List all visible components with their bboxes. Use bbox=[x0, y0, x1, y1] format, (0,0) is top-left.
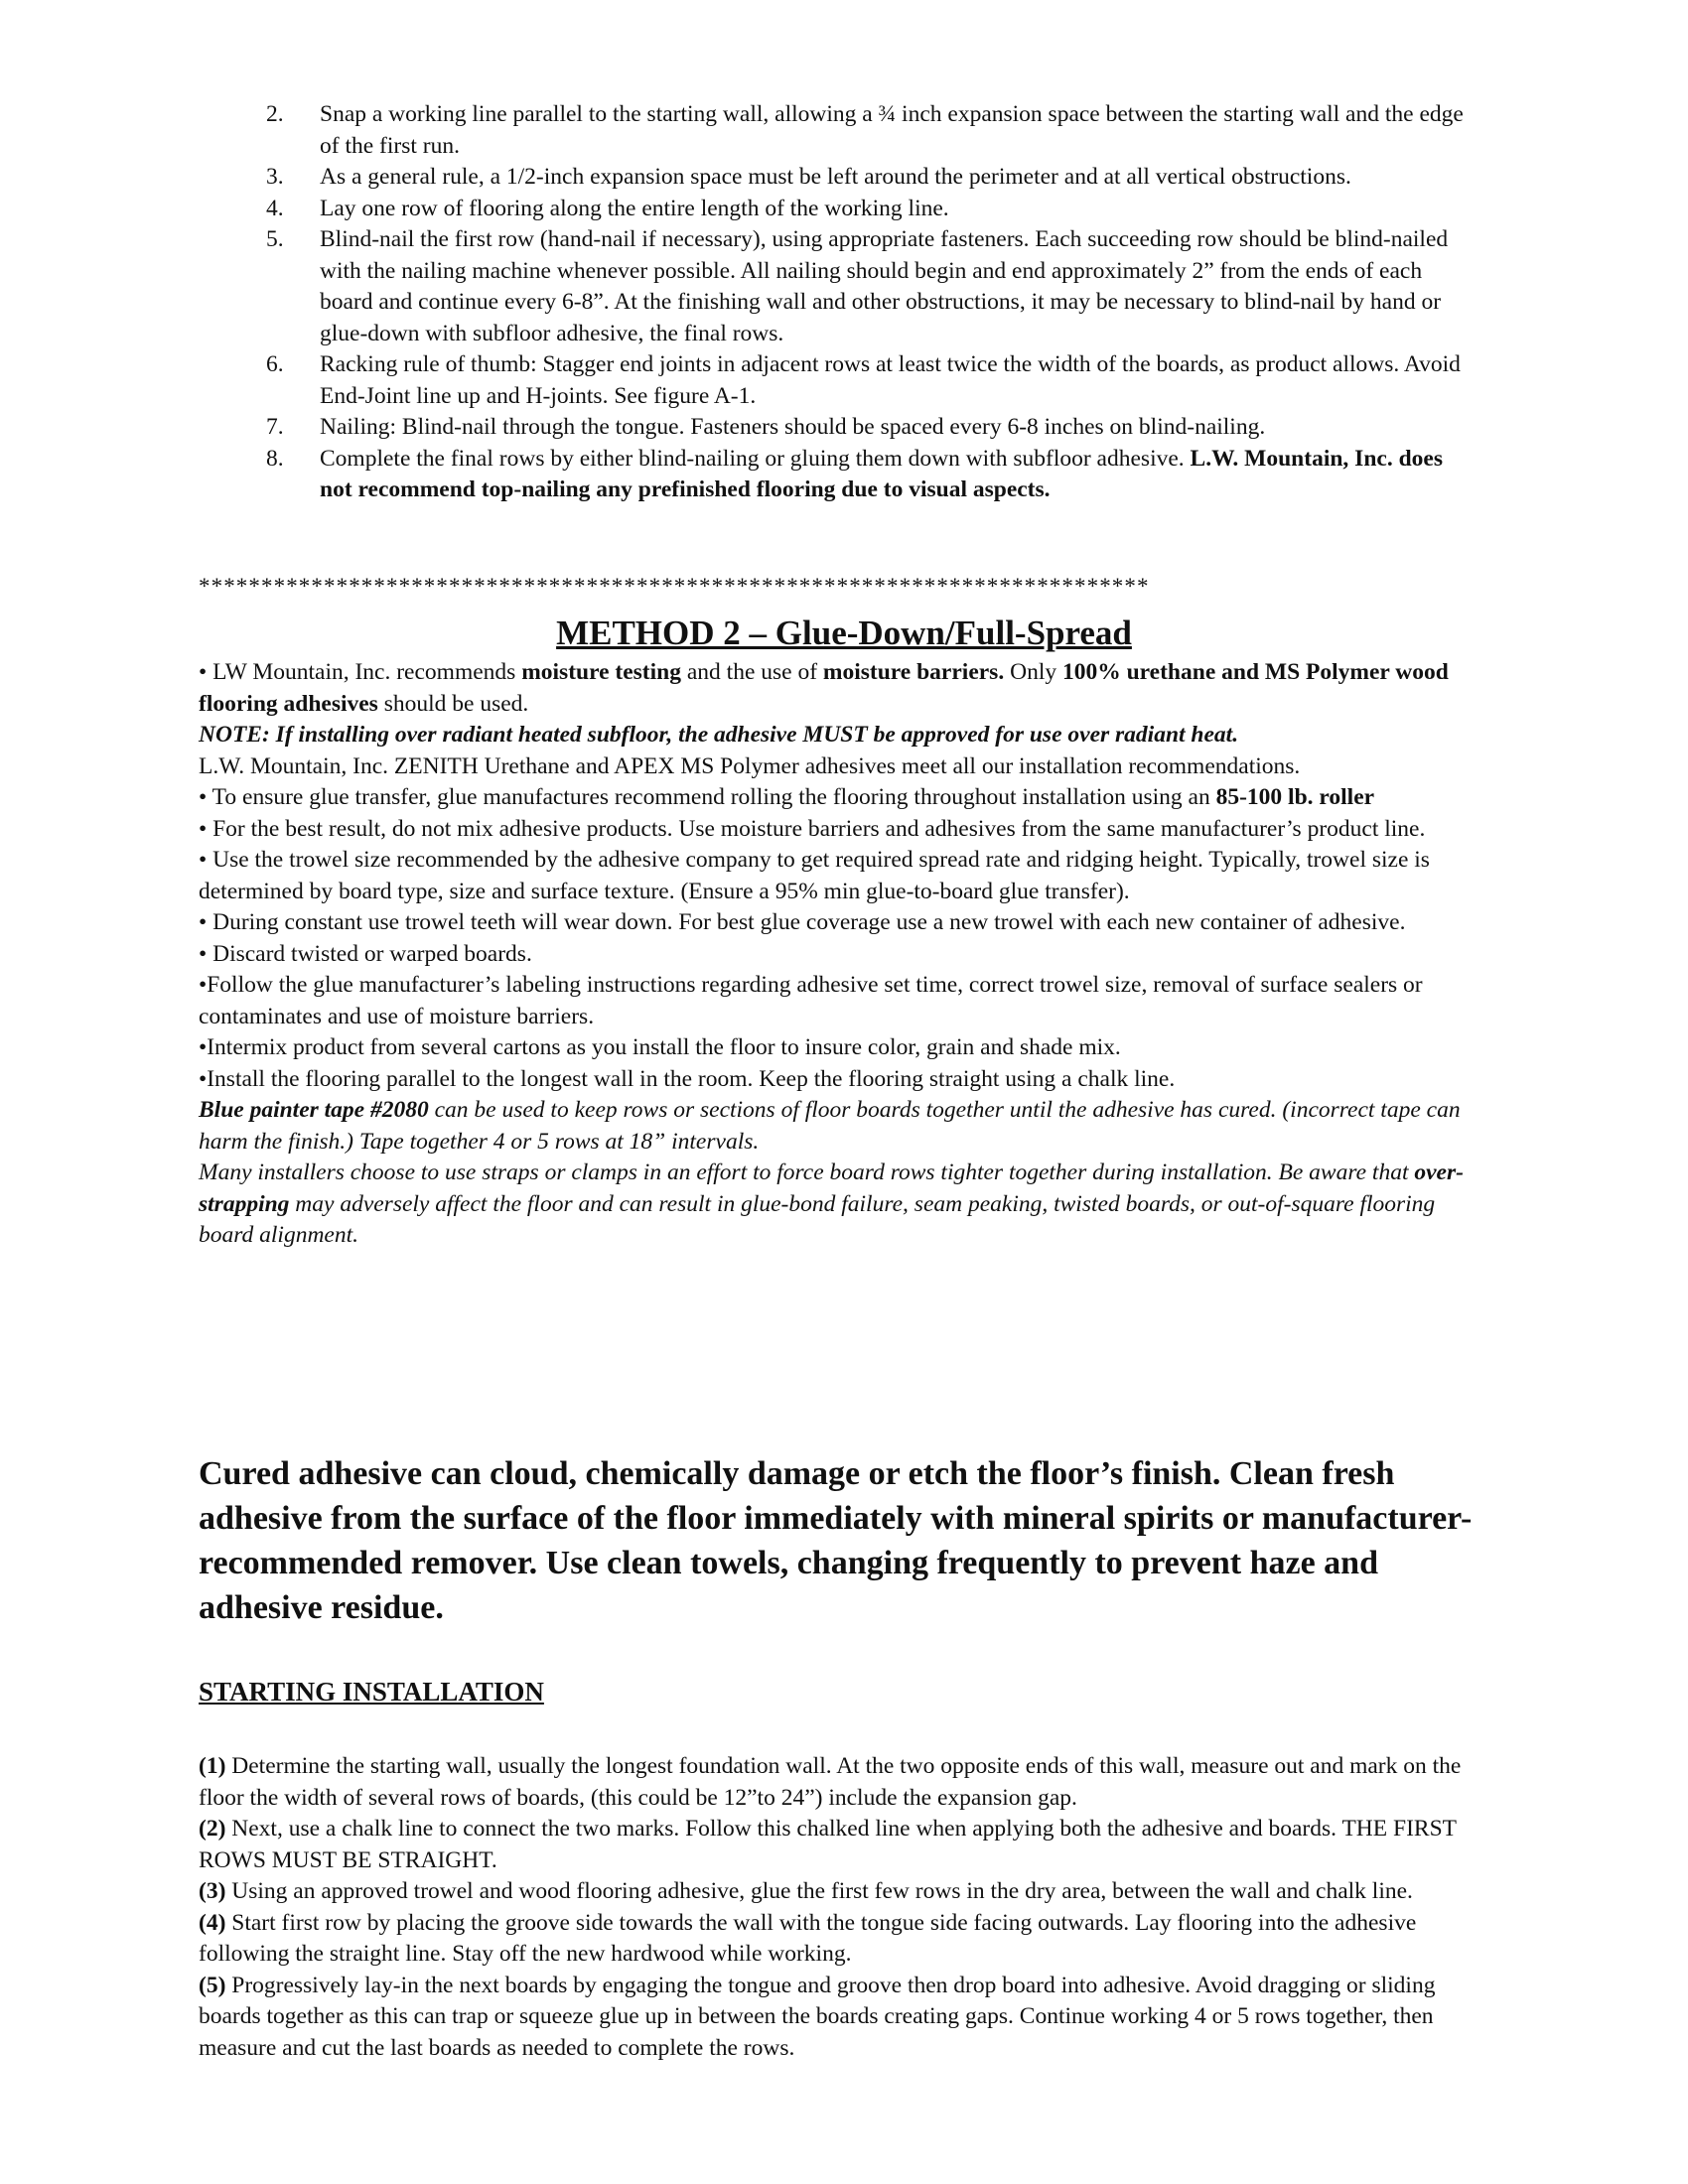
list-item: 4. Lay one row of flooring along the entire length of the working line. bbox=[266, 195, 949, 221]
starting-installation-title: STARTING INSTALLATION bbox=[199, 1677, 544, 1706]
list-item: 8. Complete the final rows by either blind-nailing or gluing them down with subfloor adhesive. L.W. Mountain, Inc. does not recommend top-nailing any prefinished flooring due to visual aspects. bbox=[266, 445, 1443, 502]
step-item: (5) Progressively lay-in the next boards by engaging the tongue and groove then drop board into adhesive. Avoid dragging or sliding boards together as this can trap or squeeze glue up in between the boards creating gaps. Continue working 4 or 5 rows together, then measure and cut the last boards as needed to complete the rows. bbox=[199, 1972, 1436, 2061]
paragraph: • Use the trowel size recommended by the adhesive company to get required spread rate and ridging height. Typically, trowel size is determined by board type, size and surface texture. (Ensure a 95% min glue-to-board glue transfer). bbox=[199, 847, 1430, 904]
list-item: 3. As a general rule, a 1/2-inch expansion space must be left around the perimeter and at all vertical obstructions. bbox=[266, 164, 1351, 190]
paragraph: •Intermix product from several cartons as you install the floor to insure color, grain and shade mix. bbox=[199, 1034, 1121, 1060]
method-2-body bbox=[199, 657, 1489, 1252]
list-item: 2. Snap a working line parallel to the starting wall, allowing a ¾ inch expansion space between the starting wall and the edge of the first run. bbox=[266, 101, 1464, 159]
paragraph: •Install the flooring parallel to the longest wall in the room. Keep the flooring straight using a chalk line. bbox=[199, 1065, 1176, 1092]
step-item: (3) Using an approved trowel and wood flooring adhesive, glue the first few rows in the dry area, between the wall and chalk line. bbox=[199, 1878, 1413, 1904]
paragraph: • For the best result, do not mix adhesive products. Use moisture barriers and adhesives from the same manufacturer’s product line. bbox=[199, 815, 1426, 842]
list-item: 5. Blind-nail the first row (hand-nail if necessary), using appropriate fasteners. Each succeeding row should be blind-nailed with the nailing machine whenever possible. All nailing should begin and end approximately 2” from the ends of each board and continue every 6-8”. At the finishing wall and other obstructions, it may be necessary to blind-nail by hand or glue-down with subfloor adhesive, the final rows. bbox=[266, 226, 1449, 346]
paragraph: • LW Mountain, Inc. recommends moisture testing and the use of moisture barriers. Only 100% urethane and MS Polymer wood flooring adhesives should be used. bbox=[199, 659, 1449, 717]
star-separator: **************************************************************************** bbox=[199, 574, 1150, 599]
tape-note: Blue painter tape #2080 can be used to keep rows or sections of floor boards together until the adhesive has cured. (incorrect tape can harm the finish.) Tape together 4 or 5 rows at 18” intervals. bbox=[199, 1097, 1461, 1155]
starting-installation-steps bbox=[199, 1751, 1499, 2064]
radiant-heat-note: NOTE: If installing over radiant heated subfloor, the adhesive MUST be approved for use over radiant heat. bbox=[199, 722, 1239, 748]
paragraph: L.W. Mountain, Inc. ZENITH Urethane and APEX MS Polymer adhesives meet all our installation recommendations. bbox=[199, 752, 1301, 779]
strapping-note: Many installers choose to use straps or clamps in an effort to force board rows tighter together during installation. Be aware that over-strapping may adversely affect the floor and can result in glue-bond failure, seam peaking, twisted boards, or out-of-square flooring board alignment. bbox=[199, 1160, 1464, 1248]
method-2-title: METHOD 2 – Glue-Down/Full-Spread bbox=[556, 614, 1132, 652]
adhesive-warning: Cured adhesive can cloud, chemically damage or etch the floor’s finish. Clean fresh adhesive from the surface of the floor immediately with mineral spirits or manufacturer-recommended remover. Use clean towels, changing frequently to prevent haze and adhesive residue. bbox=[199, 1455, 1473, 1626]
list-item: 6. Racking rule of thumb: Stagger end joints in adjacent rows at least twice the width of the boards, as product allows. Avoid End-Joint line up and H-joints. See figure A-1. bbox=[266, 351, 1461, 409]
step-item: (1) Determine the starting wall, usually the longest foundation wall. At the two opposite ends of this wall, measure out and mark on the floor the width of several rows of boards, (this could be 12”to 24”) include the expansion gap. bbox=[199, 1753, 1462, 1811]
paragraph: • To ensure glue transfer, glue manufactures recommend rolling the flooring throughout installation using an 85-100 lb. roller bbox=[199, 784, 1375, 810]
list-item: 7. Nailing: Blind-nail through the tongue. Fasteners should be spaced every 6-8 inches on blind-nailing. bbox=[266, 414, 1266, 440]
step-item: (4) Start first row by placing the groove side towards the wall with the tongue side facing outwards. Lay flooring into the adhesive following the straight line. Stay off the new hardwood while working. bbox=[199, 1909, 1417, 1967]
paragraph: • Discard twisted or warped boards. bbox=[199, 940, 532, 967]
paragraph: • During constant use trowel teeth will wear down. For best glue coverage use a new trowel with each new container of adhesive. bbox=[199, 909, 1406, 935]
nail-down-steps-list bbox=[266, 99, 1477, 506]
paragraph: •Follow the glue manufacturer’s labeling instructions regarding adhesive set time, correct trowel size, removal of surface sealers or contaminates and use of moisture barriers. bbox=[199, 972, 1423, 1029]
step-item: (2) Next, use a chalk line to connect the two marks. Follow this chalked line when applying both the adhesive and boards. THE FIRST ROWS MUST BE STRAIGHT. bbox=[199, 1816, 1457, 1873]
